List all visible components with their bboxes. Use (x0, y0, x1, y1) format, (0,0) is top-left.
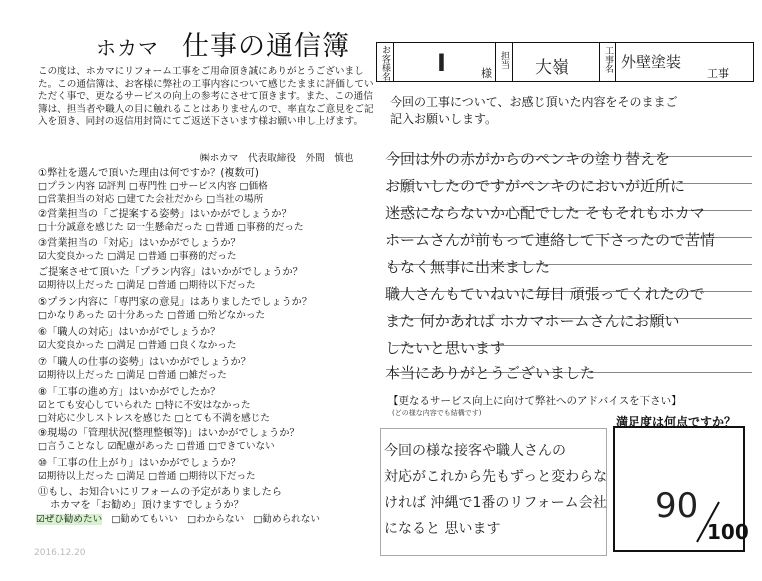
answer-3[interactable]: ☑大変良かった □満足 □普通 □事務的だった (38, 251, 237, 262)
comment-prompt-line-1: 今回の工事について、お感じ頂いた内容をそのままご (390, 95, 678, 109)
comment-line-5[interactable]: もなく無事に出来ました (385, 258, 551, 276)
question-11-line-2: ホカマを「お勧め」頂けますでしょうか？ (50, 500, 244, 511)
recommend-option-no[interactable]: □勧められない (253, 514, 320, 525)
staff-label: 担当 (499, 51, 509, 69)
customer-name-label: お客様名 (380, 45, 390, 81)
customer-name-value[interactable]: I (437, 49, 446, 77)
question-10: ⑩「工事の仕上がり」はいかがでしょうか？ (38, 458, 241, 469)
comment-line-3[interactable]: 迷惑にならないか心配でした そもそれもホカマ (385, 204, 705, 222)
recommend-option-ok[interactable]: □勧めてもいい (111, 514, 178, 525)
answer-1-line-2[interactable]: □営業担当の対応 □建てた会社だから □当社の場所 (38, 194, 264, 205)
question-1: ①弊社を選んで頂いた理由は何ですか？(複数可) (38, 168, 259, 179)
comment-line-4[interactable]: ホームさんが前もって連絡して下さったので苦情 (385, 231, 716, 249)
answer-9[interactable]: □言うことなし ☑配慮があった □普通 □できていない (38, 441, 275, 452)
recommend-options (36, 514, 320, 526)
answer-7[interactable]: ☑期待以上だった □満足 □普通 □雑だった (38, 370, 227, 381)
customer-info-box (376, 42, 754, 82)
satisfaction-box (613, 426, 749, 552)
advice-line-1[interactable]: 今回の様な接客や職人さんの (384, 443, 566, 459)
question-7: ⑦「職人の仕事の姿勢」はいかがでしょうか？ (38, 357, 251, 368)
intro-text: この度は、ホカマにリフォーム工事をご用命頂き誠にありがとうございました。この通信簿は、お客様に弊社の工事内容について感じたままに評価していただく事で、更なるサービスの向上の参考にさせて頂きます。また、この通信簿は、担当者や職人の目に触れることはありませんので、率直なご意見をご記入を頂き、同封の返信用封筒にてご返送下さいます様お願い申し上げます。 (38, 66, 374, 128)
question-3: ③営業担当の「対応」はいかがでしょうか？ (38, 238, 241, 249)
satisfaction-max: 100 (707, 520, 749, 544)
comment-line-9[interactable]: 本当にありがとうございました (385, 364, 596, 382)
question-9: ⑨現場の「管理状況(整理整頓等)」はいかがでしょうか？ (38, 428, 300, 439)
page-title: 仕事の通信簿 (182, 31, 350, 62)
sama-label: 様 (481, 67, 492, 80)
question-5: ⑤プラン内容に「専門家の意見」はありましたでしょうか？ (38, 297, 313, 308)
recommend-option-yes[interactable]: ☑ぜひ勧めたい (36, 514, 103, 525)
signature: ㈱ホカマ 代表取締役 外間 慎也 (200, 153, 354, 164)
advice-line-3[interactable]: ければ 沖縄で1番のリフォーム会社 (384, 495, 607, 511)
comment-line-6[interactable]: 職人さんもていねいに毎日 頑張ってくれたので (385, 285, 705, 303)
date-stamp: 2016.12.20 (34, 548, 86, 558)
koji-label: 工事 (707, 67, 729, 80)
satisfaction-score[interactable]: 90 (655, 486, 699, 526)
question-2: ②営業担当の「ご提案する姿勢」はいかがでしょうか？ (38, 209, 292, 220)
advice-line-2[interactable]: 対応がこれから先もずっと変わらな (384, 469, 608, 485)
answer-2[interactable]: □十分誠意を感じた ☑一生懸命だった □普通 □事務的だった (38, 222, 304, 233)
question-8: ⑧「工事の進め方」はいかがでしたか？ (38, 387, 221, 398)
answer-1-line-1[interactable]: □プラン内容 ☑評判 □専門性 □サービス内容 □価格 (38, 181, 268, 192)
comment-prompt-line-2: 記入お願いします。 (390, 112, 498, 126)
question-11: ⑪もし、お知合いにリフォームの予定がありましたら (38, 487, 282, 498)
question-6: ⑥「職人の対応」はいかがでしょうか？ (38, 327, 221, 338)
advice-title: 【更なるサービス向上に向けて弊社へのアドバイスを下さい】 (388, 395, 682, 407)
answer-8-line-2[interactable]: □対応に少しストレスを感じた □とても不満を感じた (38, 413, 270, 424)
comment-prompt (390, 94, 678, 128)
comment-line-2[interactable]: お願いしたのですがペンキのにおいが近所に (385, 177, 686, 195)
satisfaction-title: 満足度は何点ですか？ (616, 415, 737, 429)
answer-8-line-1[interactable]: ☑とても安心していられた □特に不安はなかった (38, 400, 251, 411)
comment-line-1[interactable]: 今回は外の赤がからのペンキの塗り替えを (385, 150, 671, 168)
staff-value[interactable]: 大嶺 (535, 58, 569, 78)
comment-line-8[interactable]: したいと思います (385, 339, 506, 357)
answer-5[interactable]: □かなりあった ☑十分あった □普通 □殆どなかった (38, 310, 266, 321)
question-4: ご提案させて頂いた「プラン内容」はいかがでしょうか？ (38, 267, 303, 278)
answer-6[interactable]: ☑大変良かった □満足 □普通 □良くなかった (38, 340, 237, 351)
company-name: ホカマ (96, 36, 159, 60)
work-name-label: 工事名 (603, 46, 613, 73)
answer-4[interactable]: ☑期待以上だった □満足 □普通 □期待以下だった (38, 280, 256, 291)
advice-line-4[interactable]: になると 思います (384, 521, 501, 537)
answer-10[interactable]: ☑期待以上だった □満足 □普通 □期待以下だった (38, 471, 256, 482)
advice-subtitle: (どの様な内容でも結構です) (392, 409, 482, 417)
comment-line-7[interactable]: また 何かあれば ホカマホームさんにお願い (385, 312, 680, 330)
work-name-value[interactable]: 外壁塗装 (621, 53, 682, 71)
recommend-option-unknown[interactable]: □わからない (187, 514, 245, 525)
